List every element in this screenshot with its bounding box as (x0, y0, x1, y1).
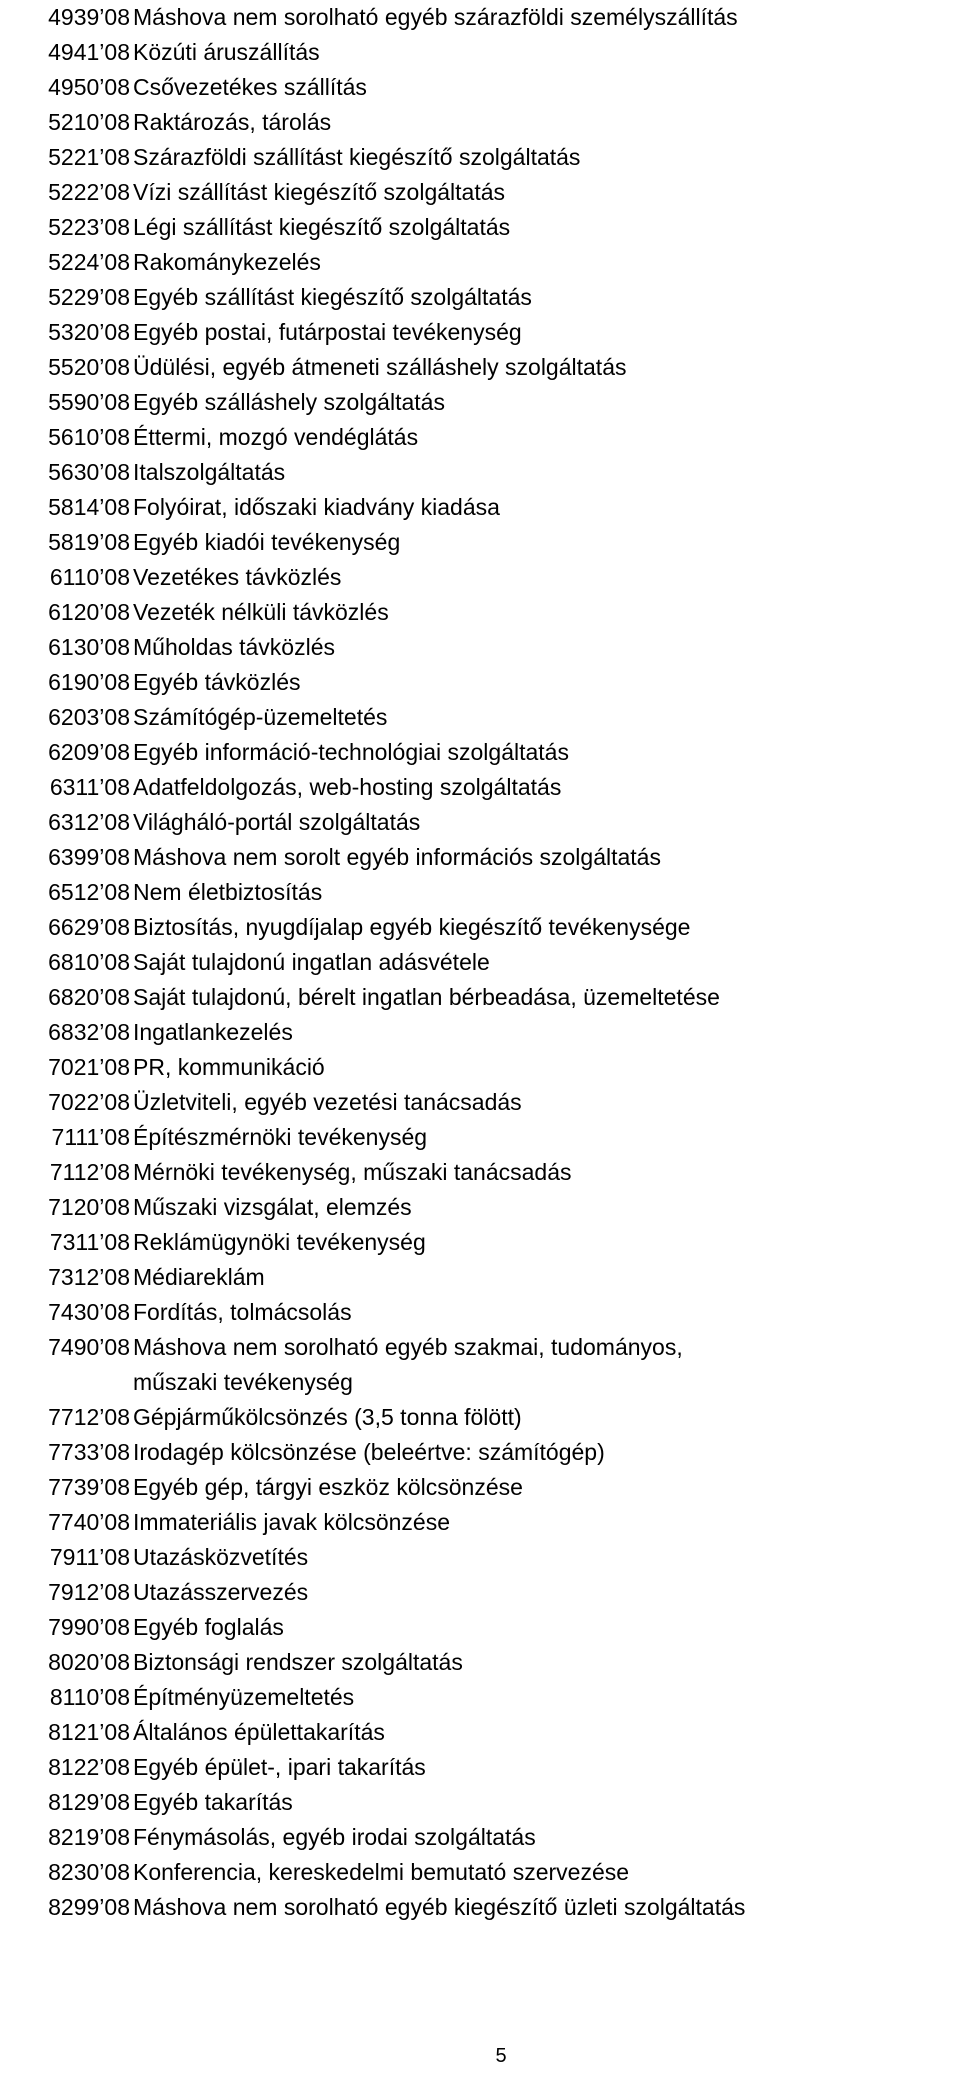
activity-description (133, 1225, 426, 1260)
activity-description (133, 70, 367, 105)
activity-description (133, 1050, 325, 1085)
activity-description (133, 280, 532, 315)
activity-description-text: Máshova nem sorolható egyéb szárazföldi személyszállítás (133, 4, 738, 30)
activity-code: 7712’08 (48, 1404, 130, 1430)
list-item (0, 875, 960, 910)
activity-description (133, 1855, 629, 1890)
activity-description (133, 980, 720, 1015)
list-item (0, 420, 960, 455)
activity-code: 7112’08 (49, 1159, 130, 1185)
list-item (0, 1540, 960, 1575)
activity-description-text: Számítógép-üzemeltetés (133, 704, 388, 730)
activity-code: 8110’08 (49, 1684, 130, 1710)
activity-description (133, 1470, 523, 1505)
list-item (0, 350, 960, 385)
activity-code: 5819’08 (48, 529, 130, 555)
activity-description (133, 245, 321, 280)
activity-description-continuation: műszaki tevékenység (133, 1369, 353, 1395)
list-item (0, 1190, 960, 1225)
activity-description-text: Egyéb szálláshely szolgáltatás (133, 389, 445, 415)
activity-description-text: Máshova nem sorolt egyéb információs szolgáltatás (133, 844, 661, 870)
activity-description-text: Légi szállítást kiegészítő szolgáltatás (133, 214, 511, 240)
activity-description-text: Saját tulajdonú, bérelt ingatlan bérbeadása, üzemeltetése (133, 984, 720, 1010)
activity-description-text: Műszaki vizsgálat, elemzés (133, 1194, 412, 1220)
list-item (0, 630, 960, 665)
list-item (0, 280, 960, 315)
activity-code: 5520’08 (48, 354, 130, 380)
activity-description-text: Egyéb információ-technológiai szolgáltatás (133, 739, 569, 765)
list-item (0, 1855, 960, 1890)
activity-description-text: Egyéb gép, tárgyi eszköz kölcsönzése (133, 1474, 523, 1500)
activity-code: 6130’08 (48, 634, 130, 660)
list-item (0, 1680, 960, 1715)
list-item (0, 980, 960, 1015)
activity-description-text: Egyéb postai, futárpostai tevékenység (133, 319, 522, 345)
list-item (0, 490, 960, 525)
activity-description (133, 1120, 427, 1155)
activity-code: 7733’08 (48, 1439, 130, 1465)
activity-code: 6399’08 (48, 844, 130, 870)
activity-description (133, 1890, 745, 1925)
activity-code: 6203’08 (48, 704, 130, 730)
list-item (0, 70, 960, 105)
activity-description-text: Vízi szállítást kiegészítő szolgáltatás (133, 179, 505, 205)
list-item (0, 735, 960, 770)
activity-code: 7120’08 (48, 1194, 130, 1220)
activity-description (133, 1645, 463, 1680)
activity-description-text: Fordítás, tolmácsolás (133, 1299, 352, 1325)
activity-description-text: Egyéb szállítást kiegészítő szolgáltatás (133, 284, 532, 310)
activity-description-text: Világháló-portál szolgáltatás (133, 809, 421, 835)
list-item (0, 770, 960, 805)
list-item (0, 1505, 960, 1540)
list-item (0, 1015, 960, 1050)
activity-description (133, 1540, 308, 1575)
activity-description-text: Csővezetékes szállítás (133, 74, 367, 100)
activity-description (133, 665, 300, 700)
list-item (0, 595, 960, 630)
list-item (0, 1610, 960, 1645)
list-item (0, 1050, 960, 1085)
activity-code: 6110’08 (49, 564, 130, 590)
list-item (0, 945, 960, 980)
activity-description-text: Építészmérnöki tevékenység (133, 1124, 428, 1150)
activity-description-text: Utazásközvetítés (133, 1544, 309, 1570)
activity-code: 7021’08 (48, 1054, 130, 1080)
activity-description (133, 385, 445, 420)
activity-code: 7490’08 (48, 1334, 130, 1360)
list-item (0, 455, 960, 490)
list-item (0, 1085, 960, 1120)
activity-description-text: Biztonsági rendszer szolgáltatás (133, 1649, 463, 1675)
activity-description (133, 1400, 522, 1435)
activity-description (133, 140, 580, 175)
list-item (0, 525, 960, 560)
activity-description (133, 1190, 412, 1225)
activity-description (133, 1155, 572, 1190)
activity-code: 4941’08 (48, 39, 130, 65)
activity-code: 4950’08 (48, 74, 130, 100)
activity-code: 7022’08 (48, 1089, 130, 1115)
activity-description (133, 1260, 265, 1295)
activity-code: 5630’08 (48, 459, 130, 485)
activity-description (133, 1610, 284, 1645)
activity-code: 7111’08 (51, 1124, 130, 1150)
list-item (0, 1225, 960, 1260)
list-item (0, 1715, 960, 1750)
activity-description-text: Konferencia, kereskedelmi bemutató szervezése (133, 1859, 630, 1885)
list-item (0, 1750, 960, 1785)
list-item (0, 1435, 960, 1470)
activity-code: 4939’08 (48, 4, 130, 30)
activity-description (133, 805, 420, 840)
activity-description-text: Egyéb takarítás (133, 1789, 293, 1815)
activity-code: 5320’08 (48, 319, 130, 345)
activity-description (133, 630, 335, 665)
activity-description-text: Szárazföldi szállítást kiegészítő szolgáltatás (133, 144, 581, 170)
list-item (0, 140, 960, 175)
activity-description-text: Ingatlankezelés (133, 1019, 293, 1045)
list-item (0, 1260, 960, 1295)
activity-code: 6832’08 (48, 1019, 130, 1045)
activity-code: 7912’08 (48, 1579, 130, 1605)
activity-description-text: Irodagép kölcsönzése (beleértve: számítógép) (133, 1439, 605, 1465)
list-item (0, 210, 960, 245)
list-item (0, 560, 960, 595)
activity-description (133, 875, 322, 910)
activity-code: 5210’08 (48, 109, 130, 135)
activity-description (133, 1295, 352, 1330)
activity-description-text: Utazásszervezés (133, 1579, 309, 1605)
activity-description (133, 700, 387, 735)
activity-description-text: Biztosítás, nyugdíjalap egyéb kiegészítő tevékenysége (133, 914, 691, 940)
activity-description-text: Nem életbiztosítás (133, 879, 323, 905)
activity-description (133, 1750, 426, 1785)
activity-description (133, 525, 400, 560)
activity-code: 8129’08 (48, 1789, 130, 1815)
activity-code: 6512’08 (48, 879, 130, 905)
list-item (0, 245, 960, 280)
activity-code: 5223’08 (48, 214, 130, 240)
activity-description-text: Vezeték nélküli távközlés (133, 599, 389, 625)
list-item (0, 105, 960, 140)
activity-description-text: Rakománykezelés (133, 249, 321, 275)
list-item (0, 1330, 960, 1400)
activity-code: 6209’08 (48, 739, 130, 765)
activity-description (133, 1575, 308, 1610)
activity-description (133, 945, 490, 980)
activity-code: 8121’08 (48, 1719, 130, 1745)
activity-code: 6810’08 (48, 949, 130, 975)
list-item (0, 1820, 960, 1855)
activity-description (133, 350, 627, 385)
activity-description-text: PR, kommunikáció (133, 1054, 325, 1080)
activity-code: 7740’08 (48, 1509, 130, 1535)
activity-description (133, 105, 331, 140)
activity-description-text: Üdülési, egyéb átmeneti szálláshely szolgáltatás (133, 354, 627, 380)
list-item (0, 315, 960, 350)
activity-description-text: Műholdas távközlés (133, 634, 335, 660)
activity-description-text: Reklámügynöki tevékenység (133, 1229, 426, 1255)
activity-code: 6311’08 (49, 774, 130, 800)
activity-code: 5229’08 (48, 284, 130, 310)
list-item (0, 1400, 960, 1435)
activity-description-text: Egyéb épület-, ipari takarítás (133, 1754, 426, 1780)
activity-code: 6629’08 (48, 914, 130, 940)
activity-code: 5590’08 (48, 389, 130, 415)
list-item (0, 1575, 960, 1610)
activity-description-text: Vezetékes távközlés (133, 564, 342, 590)
activity-description (133, 35, 320, 70)
activity-code: 6312’08 (48, 809, 130, 835)
activity-description-text: Építményüzemeltetés (133, 1684, 355, 1710)
list-item (0, 1785, 960, 1820)
activity-code: 7312’08 (48, 1264, 130, 1290)
activity-description (133, 595, 389, 630)
activity-description-text: Folyóirat, időszaki kiadvány kiadása (133, 494, 500, 520)
activity-code: 5814’08 (48, 494, 130, 520)
list-item (0, 175, 960, 210)
activity-description-text: Raktározás, tárolás (133, 109, 332, 135)
activity-description (133, 1715, 385, 1750)
list-item (0, 700, 960, 735)
list-item (0, 35, 960, 70)
activity-code: 7911’08 (49, 1544, 130, 1570)
activity-description-text: Immateriális javak kölcsönzése (133, 1509, 451, 1535)
activity-description (133, 1085, 522, 1120)
activity-code: 7990’08 (48, 1614, 130, 1640)
activity-description-text: Éttermi, mozgó vendéglátás (133, 424, 419, 450)
activity-description-text: Máshova nem sorolható egyéb kiegészítő üzleti szolgáltatás (133, 1894, 746, 1920)
activity-description (133, 735, 569, 770)
activity-code: 7739’08 (48, 1474, 130, 1500)
activity-description (133, 210, 510, 245)
activity-description-text: Médiareklám (133, 1264, 265, 1290)
activity-description (133, 560, 341, 595)
activity-description-text: Közúti áruszállítás (133, 39, 320, 65)
activity-description-text: Egyéb távközlés (133, 669, 301, 695)
activity-description-text: Fénymásolás, egyéb irodai szolgáltatás (133, 1824, 536, 1850)
activity-code: 6820’08 (48, 984, 130, 1010)
activity-description (133, 1785, 293, 1820)
activity-description-text: Saját tulajdonú ingatlan adásvétele (133, 949, 490, 975)
list-item (0, 805, 960, 840)
activity-description-text: Általános épülettakarítás (133, 1719, 385, 1745)
list-item (0, 1295, 960, 1330)
list-item (0, 0, 960, 35)
activity-description (133, 1015, 293, 1050)
activity-code: 6120’08 (48, 599, 130, 625)
activity-code: 5610’08 (48, 424, 130, 450)
activity-description-text: Adatfeldolgozás, web-hosting szolgáltatás (133, 774, 562, 800)
list-item (0, 910, 960, 945)
activity-description (133, 315, 522, 350)
page-number: 5 (495, 2045, 507, 2067)
activity-description (133, 910, 690, 945)
activity-code: 7311’08 (49, 1229, 130, 1255)
activity-description-text: Gépjárműkölcsönzés (3,5 tonna fölött) (133, 1404, 522, 1430)
activity-code: 5224’08 (48, 249, 130, 275)
list-item (0, 385, 960, 420)
activity-description (133, 455, 285, 490)
activity-description-text: Egyéb foglalás (133, 1614, 284, 1640)
list-item (0, 1470, 960, 1505)
activity-description-text: Egyéb kiadói tevékenység (133, 529, 401, 555)
list-item (0, 1120, 960, 1155)
activity-code: 8219’08 (48, 1824, 130, 1850)
activity-description-text: Italszolgáltatás (133, 459, 286, 485)
activity-code: 7430’08 (48, 1299, 130, 1325)
activity-code: 5221’08 (48, 144, 130, 170)
activity-description (133, 0, 738, 35)
activity-description (133, 175, 505, 210)
list-item (0, 1645, 960, 1680)
list-item (0, 665, 960, 700)
activity-description-text: Mérnöki tevékenység, műszaki tanácsadás (133, 1159, 572, 1185)
activity-description (133, 1505, 450, 1540)
activity-description (133, 1435, 605, 1470)
activity-code: 8122’08 (48, 1754, 130, 1780)
activity-description (133, 420, 418, 455)
activity-description (133, 1330, 683, 1400)
activity-code: 8230’08 (48, 1859, 130, 1885)
activity-description (133, 490, 500, 525)
activity-description-text: Máshova nem sorolható egyéb szakmai, tudományos, (133, 1334, 683, 1360)
activity-description (133, 1820, 536, 1855)
activity-code: 8020’08 (48, 1649, 130, 1675)
activity-description (133, 770, 561, 805)
list-item (0, 1890, 960, 1925)
activity-description (133, 840, 661, 875)
list-item (0, 840, 960, 875)
activity-code: 6190’08 (48, 669, 130, 695)
list-item (0, 1155, 960, 1190)
activity-code: 5222’08 (48, 179, 130, 205)
activity-description-text: Üzletviteli, egyéb vezetési tanácsadás (133, 1089, 522, 1115)
activity-code: 8299’08 (48, 1894, 130, 1920)
activity-description (133, 1680, 354, 1715)
